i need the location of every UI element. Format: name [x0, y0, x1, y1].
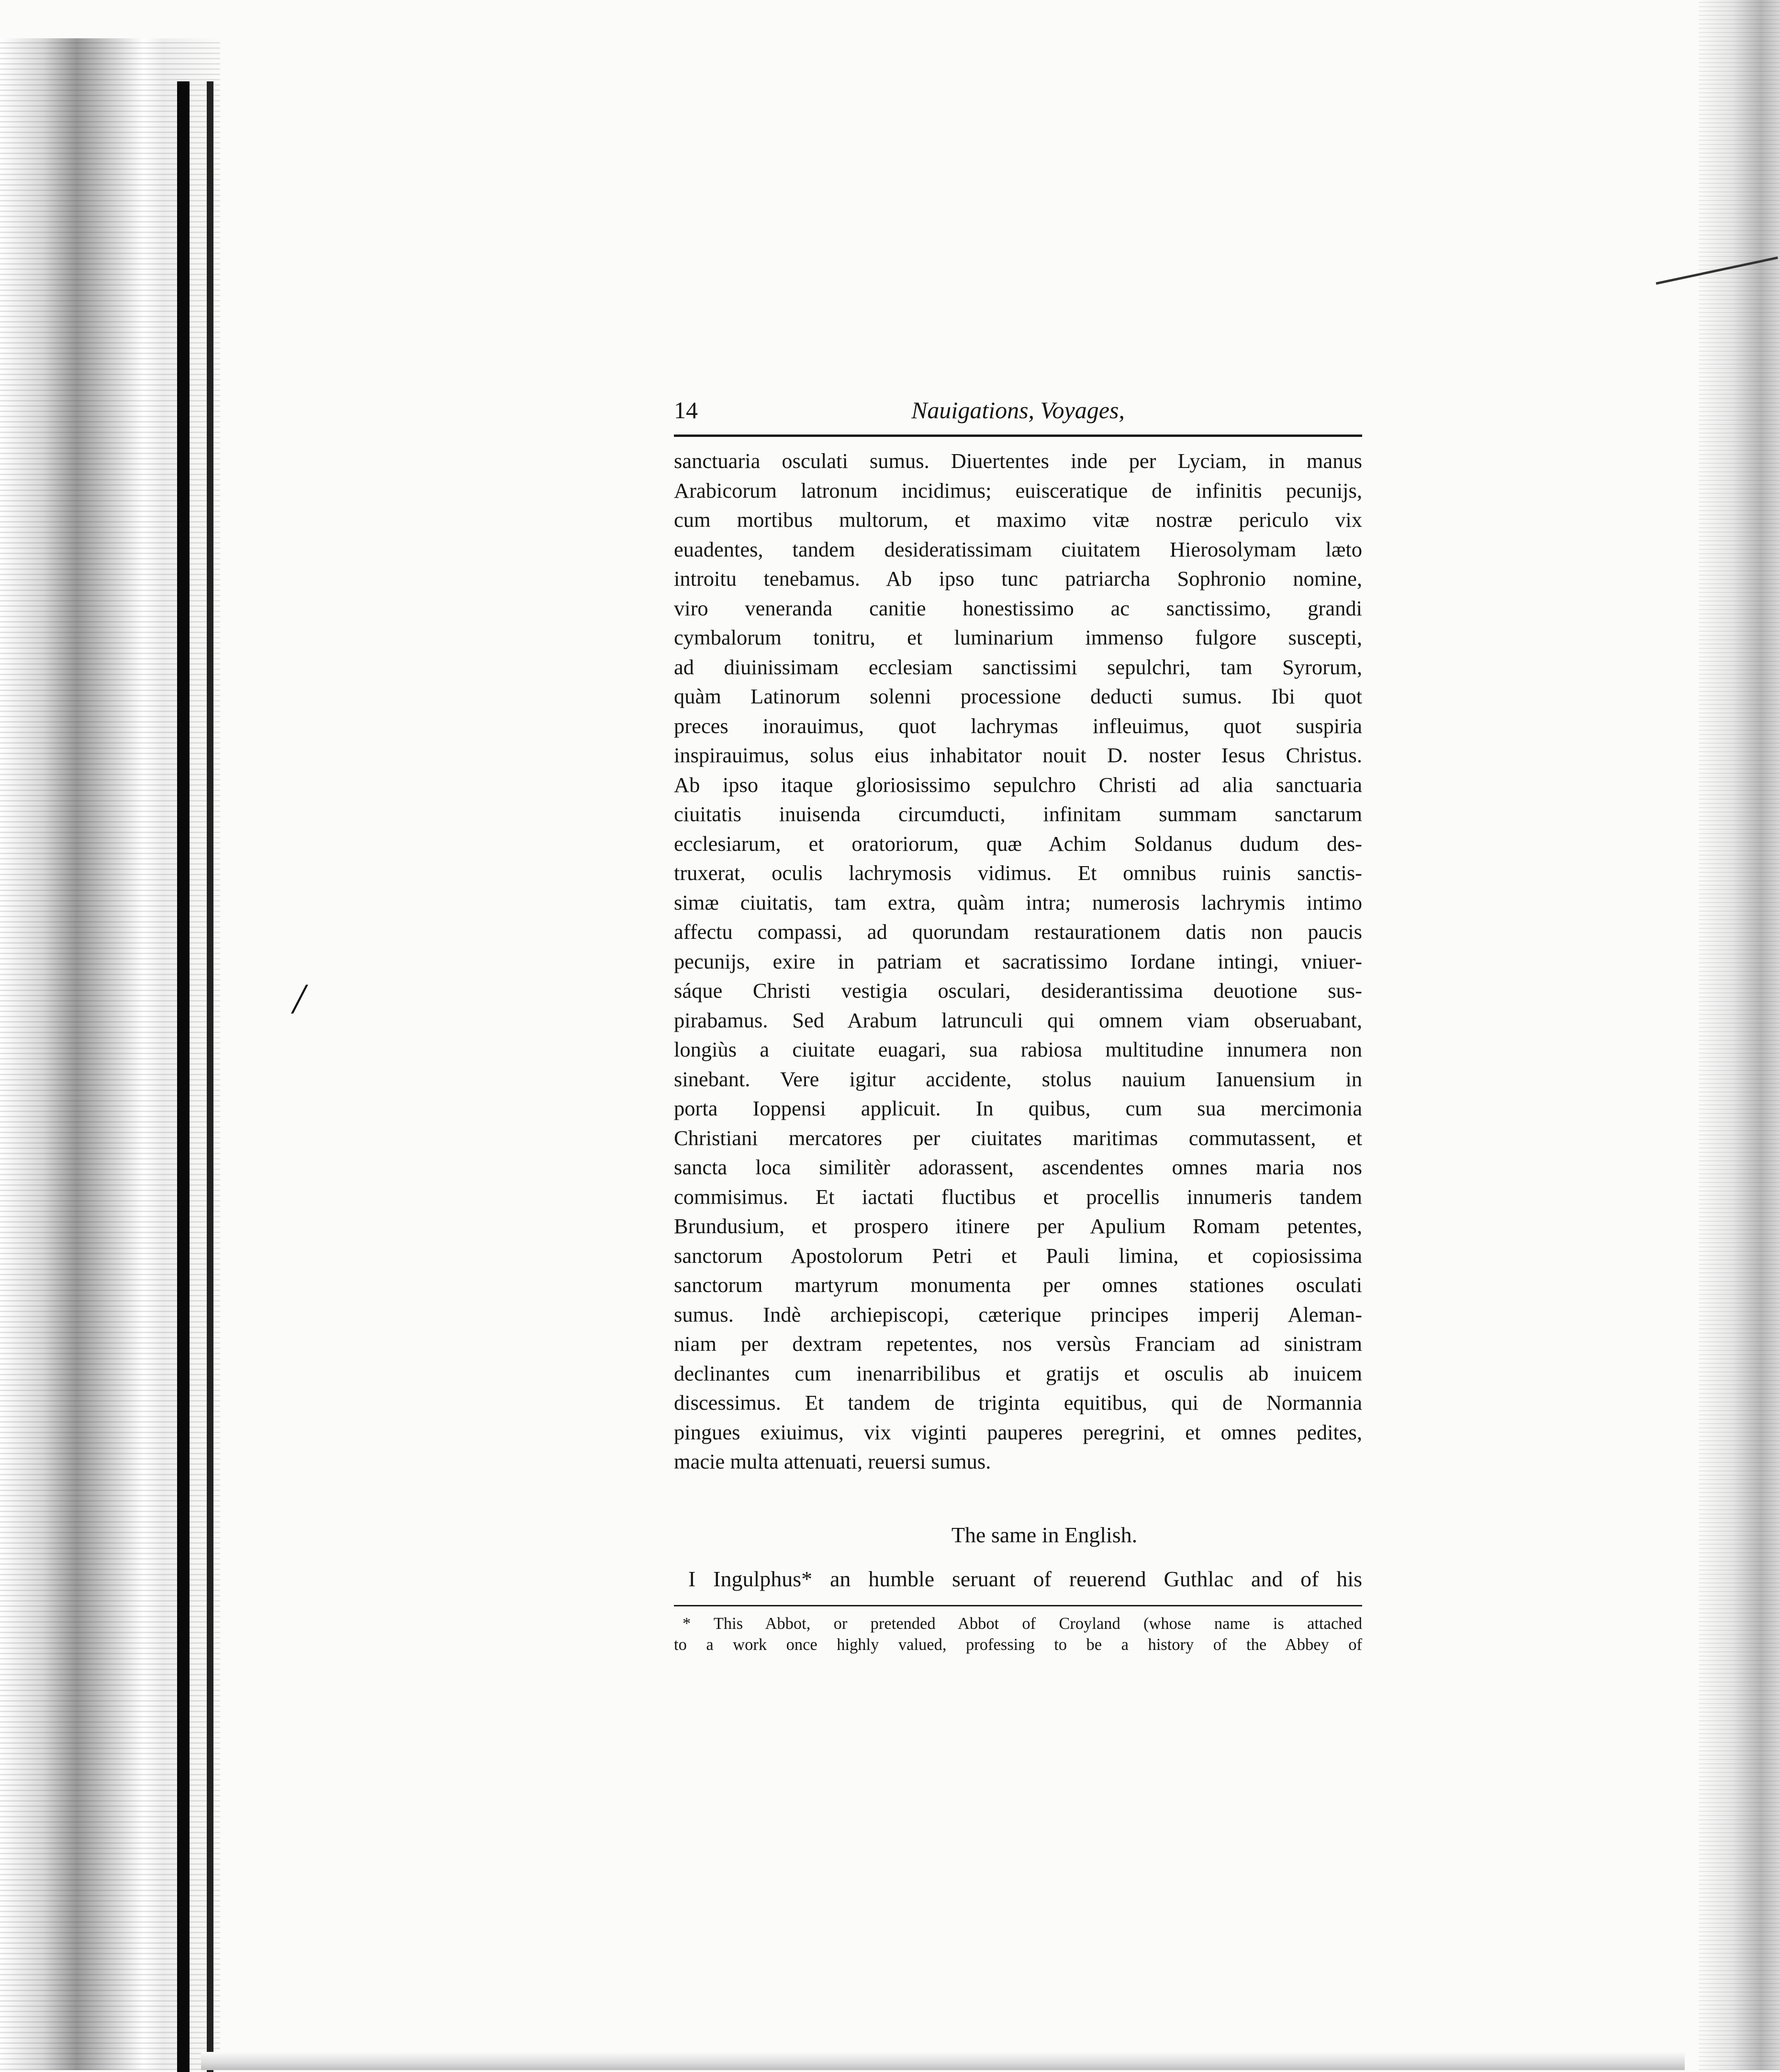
latin-text-line: inspirauimus, solus eius inhabitator nouit D. noster Iesus Christus.: [674, 743, 1362, 767]
running-head: [674, 392, 1362, 431]
latin-text-line: pingues exiuimus, vix viginti pauperes peregrini, et omnes pedites,: [674, 1420, 1362, 1444]
footnote-block: [674, 1613, 1362, 1655]
latin-text-line: sumus. Indè archiepiscopi, cæterique principes imperij Aleman-: [674, 1302, 1362, 1326]
latin-text-line: Ab ipso itaque gloriosissimo sepulchro Christi ad alia sanctuaria: [674, 772, 1362, 797]
latin-text-line: ad diuinissimam ecclesiam sanctissimi sepulchri, tam Syrorum,: [674, 655, 1362, 679]
latin-text-line: porta Ioppensi applicuit. In quibus, cum sua mercimonia: [674, 1096, 1362, 1120]
binding-edge: [0, 38, 220, 2070]
header-rule: [674, 434, 1362, 437]
footnote-rule: [674, 1605, 1362, 1606]
margin-ink-mark: /: [293, 975, 305, 1023]
latin-text-line: viro veneranda canitie honestissimo ac sanctissimo, grandi: [674, 596, 1362, 620]
latin-text-line: sancta loca similitèr adorassent, ascendentes omnes maria nos: [674, 1155, 1362, 1179]
latin-text-line: commisimus. Et iactati fluctibus et procellis innumeris tandem: [674, 1184, 1362, 1209]
latin-text-line: ciuitatis inuisenda circumducti, infinitam summam sanctarum: [674, 802, 1362, 826]
footnote-line: to a work once highly valued, professing to be a history of the Abbey of: [674, 1635, 1362, 1654]
latin-text-line: sanctuaria osculati sumus. Diuertentes inde per Lyciam, in manus: [674, 449, 1362, 473]
latin-text-line: Brundusium, et prospero itinere per Apulium Romam petentes,: [674, 1214, 1362, 1238]
running-title: Nauigations, Voyages,: [911, 397, 1125, 423]
latin-text-line: introitu tenebamus. Ab ipso tunc patriarcha Sophronio nomine,: [674, 567, 1362, 590]
latin-text-line: longiùs a ciuitate euagari, sua rabiosa multitudine innumera non: [674, 1037, 1362, 1061]
latin-text-line: discessimus. Et tandem de triginta equitibus, qui de Normannia: [674, 1391, 1362, 1415]
latin-text-line: ecclesiarum, et oratoriorum, quæ Achim Soldanus dudum des-: [674, 831, 1362, 856]
section-heading: The same in English.: [951, 1522, 1138, 1547]
latin-text-line: Christiani mercatores per ciuitates maritimas commutassent, et: [674, 1125, 1362, 1150]
english-text-line: I Ingulphus* an humble seruant of reuerend Guthlac and of his: [688, 1566, 1362, 1591]
latin-text-line: affectu compassi, ad quorundam restaurationem datis non paucis: [674, 920, 1362, 944]
latin-text-block: [674, 446, 1362, 1477]
latin-text-line: sanctorum martyrum monumenta per omnes stationes osculati: [674, 1273, 1362, 1297]
latin-text-line: macie multa attenuati, reuersi sumus.: [674, 1449, 991, 1473]
latin-text-line: niam per dextram repetentes, nos versùs Franciam ad sinistram: [674, 1332, 1362, 1356]
latin-text-line: Arabicorum latronum incidimus; euisceratique de infinitis pecunijs,: [674, 478, 1362, 502]
latin-text-line: declinantes cum inenarribilibus et gratijs et osculis ab inuicem: [674, 1361, 1362, 1385]
latin-text-line: sanctorum Apostolorum Petri et Pauli limina, et copiosissima: [674, 1243, 1362, 1268]
binding-shadow-line: [207, 81, 213, 2072]
latin-text-line: simæ ciuitatis, tam extra, quàm intra; numerosis lachrymis intimo: [674, 890, 1362, 914]
binding-shadow-line: [177, 81, 190, 2072]
latin-text-line: preces inorauimus, quot lachrymas infleuimus, quot suspiria: [674, 713, 1362, 738]
page-number: 14: [674, 397, 698, 423]
latin-text-line: truxerat, oculis lachrymosis vidimus. Et omnibus ruinis sanctis-: [674, 861, 1362, 885]
latin-text-line: quàm Latinorum solenni processione deducti sumus. Ibi quot: [674, 684, 1362, 708]
latin-text-line: pecunijs, exire in patriam et sacratissimo Iordane intingi, vniuer-: [674, 949, 1362, 973]
latin-text-line: pirabamus. Sed Arabum latrunculi qui omnem viam obseruabant,: [674, 1008, 1362, 1032]
latin-text-line: cymbalorum tonitru, et luminarium immenso fulgore suscepti,: [674, 625, 1362, 649]
page-edge-bottom: [201, 2052, 1685, 2070]
latin-text-line: cum mortibus multorum, et maximo vitæ nostræ periculo vix: [674, 508, 1362, 532]
latin-text-line: sinebant. Vere igitur accidente, stolus nauium Ianuensium in: [674, 1067, 1362, 1091]
latin-text-line: euadentes, tandem desideratissimam ciuitatem Hierosolymam læto: [674, 537, 1362, 561]
book-page: [674, 392, 1362, 1655]
footnote-line: * This Abbot, or pretended Abbot of Croyland (whose name is attached: [683, 1614, 1362, 1633]
latin-text-line: sáque Christi vestigia osculari, desiderantissima deuotione sus-: [674, 979, 1362, 1003]
page-edge-right: [1699, 0, 1780, 2070]
